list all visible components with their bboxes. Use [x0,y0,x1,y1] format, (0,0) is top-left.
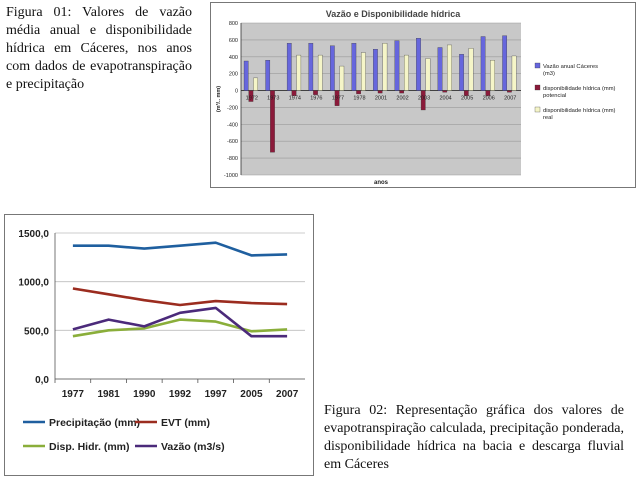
y-tick-label: -200 [226,105,238,112]
figure1-caption: Figura 01: Valores de vazão média anual e disponibilidade hídrica em Cáceres, nos anos com dados de evapotranspiração e precipitação [6,5,192,92]
legend-swatch [535,85,540,90]
bar [443,91,447,93]
y-axis-label: (m³/.. mm) [216,85,222,113]
y-tick-label: 200 [228,71,238,78]
x-tick-label: 1981 [97,389,120,400]
bar [469,48,473,90]
y-tick-label: 1000,0 [18,277,49,289]
y-tick-label: 1500,0 [18,229,49,240]
x-tick-label: 2004 [439,95,452,102]
x-tick-label: 1997 [204,389,227,400]
x-tick-label: 2003 [417,95,431,102]
bar [416,38,420,90]
legend-label: EVT (mm) [161,417,211,429]
x-tick-label: 1990 [133,389,156,400]
x-tick-label: 2002 [396,95,409,102]
legend-label: Precipitação (mm) [49,417,141,429]
legend-label: Vazão (m3/s) [161,441,225,453]
bar [297,55,301,90]
bar [426,58,430,90]
bar-chart-frame [210,2,636,188]
y-tick-label: -1000 [223,173,238,179]
series-line [73,243,287,256]
bar [244,61,248,91]
series-line [73,289,287,306]
legend-label: disponibilidade hídrica (mm) real [543,108,616,121]
bar [490,60,494,90]
bar [361,53,365,91]
y-tick-label: -400 [226,122,238,129]
bar [507,91,511,93]
x-tick-label: 2005 [461,95,474,102]
bar-chart [211,3,635,187]
bar [313,91,317,95]
legend-label: Vazão anual Cáceres (m3) [543,64,598,77]
legend-swatch [535,107,540,112]
figure2-caption: Figura 02: Representação gráfica dos valores de evapotranspiração calculada, precipitação ponderada, disponibilidade hídrica na bacia e descarga fluvial em Cáceres [324,403,624,472]
y-tick-label: 600 [228,37,238,44]
line-chart-frame [4,214,314,476]
x-tick-label: 2005 [240,389,263,400]
x-tick-label: 1974 [288,95,301,102]
bar [340,66,344,90]
x-tick-label: 1992 [168,389,192,400]
bar [352,43,356,90]
line-chart [5,215,313,475]
bar [383,43,387,90]
bar [459,54,463,90]
legend-label: disponibilidade hídrica (mm) potencial [543,86,616,99]
x-tick-label: 1976 [310,95,323,102]
bar [373,49,377,90]
y-tick-label: 400 [228,54,238,61]
legend-label: Disp. Hidr. (mm) [49,441,130,453]
bar [356,91,360,94]
bar [266,60,270,90]
series-line [73,320,287,337]
y-tick-label: -600 [226,139,238,146]
bar [309,43,313,90]
bar [512,56,516,91]
bar [330,46,334,91]
bar [287,43,291,90]
x-tick-label: 2006 [482,95,495,102]
bar [378,91,382,94]
x-tick-label: 1977 [331,95,345,102]
x-tick-label: 2007 [504,95,517,102]
x-tick-label: 1973 [267,95,280,102]
bar [438,47,442,90]
y-tick-label: -800 [226,156,238,163]
x-tick-label: 1972 [245,95,258,102]
bar [404,55,408,90]
bar [395,41,399,91]
y-tick-label: 500,0 [23,326,49,338]
y-tick-label: 0 [234,88,238,95]
x-tick-label: 1978 [353,95,366,102]
y-tick-label: 800 [228,21,238,27]
x-tick-label: 2001 [374,95,388,102]
y-tick-label: 0,0 [35,375,49,386]
x-tick-label: 2007 [276,389,299,400]
bar [481,37,485,91]
x-tick-label: 1977 [61,389,84,400]
bar [502,36,506,91]
bar [253,78,257,91]
x-axis-label: anos [373,180,389,186]
legend-swatch [535,63,540,68]
chart-title: Vazão e Disponibilidade hídrica [325,9,461,19]
bar [447,45,451,91]
bar [318,55,322,90]
bar [400,91,404,94]
